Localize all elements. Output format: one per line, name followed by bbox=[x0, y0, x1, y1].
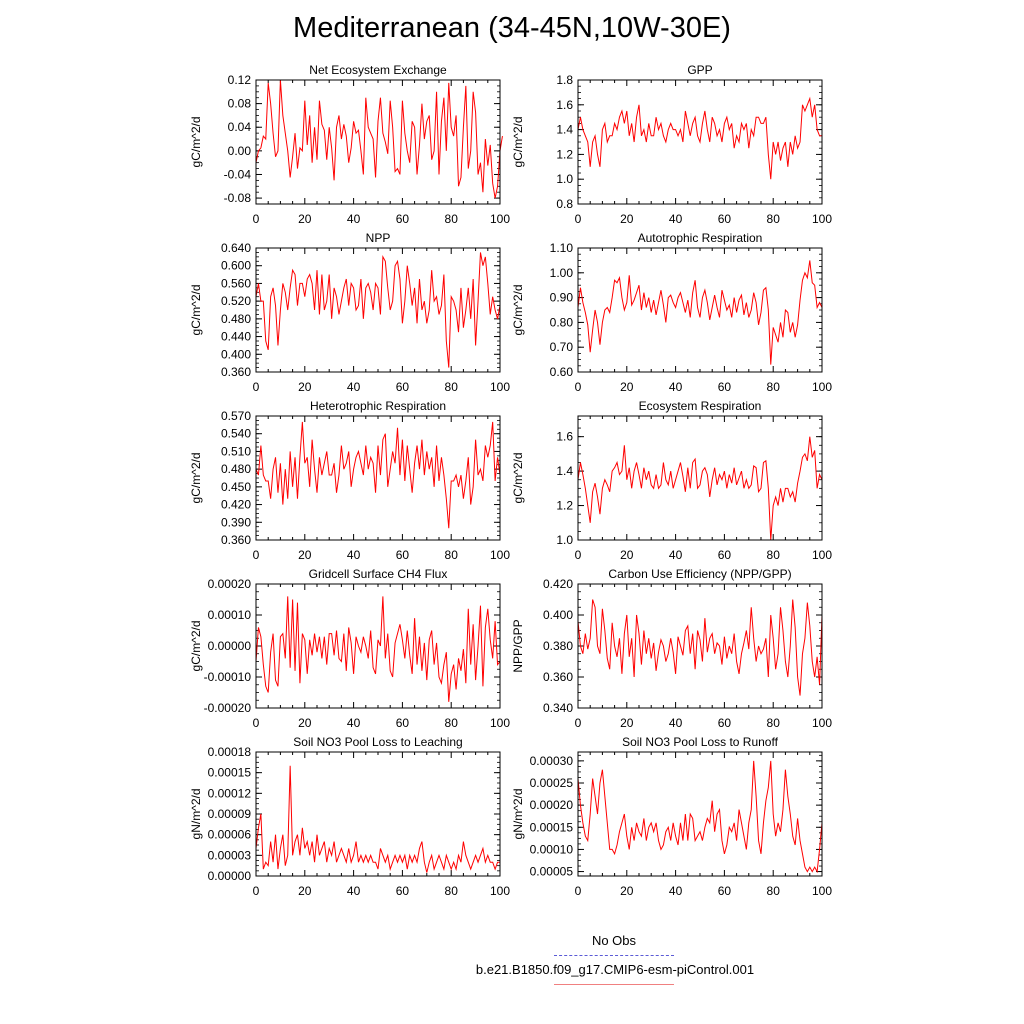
panel-title: NPP bbox=[365, 231, 391, 245]
y-axis-label: gC/m^2/d bbox=[189, 620, 203, 672]
panel-title: Gridcell Surface CH4 Flux bbox=[308, 567, 448, 581]
y-tick-label: 1.00 bbox=[549, 265, 573, 280]
y-tick-label: 0.440 bbox=[220, 329, 251, 344]
panel-soil-no3-pool-loss-to-runoff bbox=[511, 735, 832, 898]
series-line bbox=[578, 761, 822, 872]
x-tick-label: 80 bbox=[766, 884, 780, 898]
x-tick-label: 40 bbox=[346, 548, 361, 562]
x-tick-label: 60 bbox=[395, 548, 410, 562]
y-tick-label: 0.390 bbox=[220, 515, 251, 530]
panel-title: Net Ecosystem Exchange bbox=[309, 63, 447, 77]
y-tick-label: 1.6 bbox=[556, 97, 573, 112]
y-tick-label: 0.00025 bbox=[529, 776, 573, 790]
x-tick-label: 100 bbox=[489, 716, 511, 730]
x-tick-label: 80 bbox=[444, 548, 458, 562]
y-axis-label: gC/m^2/d bbox=[511, 452, 525, 504]
x-tick-label: 100 bbox=[489, 380, 511, 394]
x-tick-label: 20 bbox=[620, 548, 634, 562]
panel-title: Heterotrophic Respiration bbox=[309, 399, 447, 413]
y-tick-label: 1.2 bbox=[556, 147, 573, 162]
y-tick-label: 0.600 bbox=[220, 258, 251, 273]
y-tick-label: -0.00020 bbox=[203, 701, 251, 715]
panel-title: Ecosystem Respiration bbox=[638, 399, 762, 413]
series-line bbox=[256, 80, 502, 198]
y-tick-label: 0.360 bbox=[542, 670, 573, 684]
plot-frame bbox=[256, 416, 500, 540]
x-tick-label: 100 bbox=[811, 212, 833, 226]
y-tick-label: -0.08 bbox=[223, 191, 251, 206]
panel-gpp bbox=[511, 63, 832, 226]
panel-gridcell-surface-ch4-flux bbox=[189, 567, 510, 730]
y-tick-label: 0.00000 bbox=[207, 639, 251, 653]
x-tick-label: 80 bbox=[766, 716, 780, 730]
y-tick-label: 0.570 bbox=[220, 409, 251, 423]
x-tick-label: 100 bbox=[811, 884, 833, 898]
y-tick-label: 1.2 bbox=[556, 498, 573, 513]
y-tick-label: 0.00018 bbox=[207, 745, 251, 759]
y-tick-label: -0.04 bbox=[223, 167, 251, 182]
y-tick-label: 0.420 bbox=[542, 577, 573, 591]
x-tick-label: 20 bbox=[298, 884, 312, 898]
y-axis-label: NPP/GPP bbox=[511, 619, 525, 673]
x-tick-label: 100 bbox=[811, 380, 833, 394]
x-tick-label: 20 bbox=[620, 380, 634, 394]
panel-carbon-use-efficiency-npp-gpp bbox=[511, 567, 832, 730]
x-tick-label: 40 bbox=[346, 212, 361, 226]
x-tick-label: 80 bbox=[766, 380, 780, 394]
x-tick-label: 0 bbox=[574, 380, 582, 394]
figure-title: Mediterranean (34-45N,10W-30E) bbox=[293, 12, 731, 44]
y-tick-label: 0.00006 bbox=[207, 827, 251, 842]
y-tick-label: 0.640 bbox=[220, 241, 251, 255]
x-tick-label: 100 bbox=[489, 884, 511, 898]
x-tick-label: 0 bbox=[574, 716, 582, 730]
y-tick-label: 1.6 bbox=[556, 429, 573, 444]
x-tick-label: 40 bbox=[668, 884, 683, 898]
y-tick-label: -0.00010 bbox=[203, 670, 251, 684]
panel-npp bbox=[189, 231, 510, 394]
y-axis-label: gC/m^2/d bbox=[189, 452, 203, 504]
legend-case-line bbox=[554, 984, 674, 985]
y-tick-label: 0.00000 bbox=[207, 869, 251, 883]
y-tick-label: 1.8 bbox=[556, 73, 573, 87]
y-tick-label: 0.00020 bbox=[529, 798, 573, 813]
y-tick-label: 0.60 bbox=[549, 365, 573, 379]
x-tick-label: 40 bbox=[668, 212, 683, 226]
y-tick-label: 1.0 bbox=[556, 533, 573, 547]
y-tick-label: 0.80 bbox=[549, 315, 573, 330]
y-tick-label: 0.420 bbox=[220, 497, 251, 512]
panel-title: Carbon Use Efficiency (NPP/GPP) bbox=[608, 567, 792, 581]
y-tick-label: 0.510 bbox=[220, 444, 251, 459]
y-tick-label: 0.08 bbox=[227, 96, 251, 111]
y-tick-label: 0.400 bbox=[542, 608, 573, 622]
x-tick-label: 60 bbox=[717, 716, 732, 730]
panel-ecosystem-respiration bbox=[511, 399, 832, 562]
x-tick-label: 0 bbox=[252, 212, 260, 226]
x-tick-label: 80 bbox=[766, 548, 780, 562]
y-tick-label: 1.0 bbox=[556, 172, 573, 187]
plot-frame bbox=[256, 80, 500, 204]
legend-obs-line bbox=[554, 955, 674, 956]
y-tick-label: 0.00010 bbox=[529, 842, 573, 857]
x-tick-label: 60 bbox=[395, 716, 410, 730]
x-tick-label: 20 bbox=[298, 380, 312, 394]
x-tick-label: 20 bbox=[298, 548, 312, 562]
y-tick-label: 0.00003 bbox=[207, 848, 251, 863]
x-tick-label: 100 bbox=[489, 212, 511, 226]
x-tick-label: 60 bbox=[717, 548, 732, 562]
y-tick-label: 0.00009 bbox=[207, 807, 251, 821]
y-tick-label: 0.540 bbox=[220, 426, 251, 441]
y-tick-label: 0.70 bbox=[549, 340, 573, 355]
y-tick-label: 0.90 bbox=[549, 290, 573, 305]
plot-frame bbox=[578, 416, 822, 540]
x-tick-label: 100 bbox=[811, 548, 833, 562]
x-tick-label: 80 bbox=[444, 380, 458, 394]
y-tick-label: 0.8 bbox=[556, 197, 573, 211]
x-tick-label: 0 bbox=[574, 212, 582, 226]
x-tick-label: 40 bbox=[668, 380, 683, 394]
series-line bbox=[256, 766, 500, 873]
plot-frame bbox=[256, 248, 500, 372]
y-tick-label: 0.00012 bbox=[207, 786, 251, 801]
y-tick-label: 0.360 bbox=[220, 533, 251, 547]
y-tick-label: 1.4 bbox=[556, 464, 573, 479]
x-tick-label: 60 bbox=[395, 212, 410, 226]
panel-autotrophic-respiration bbox=[511, 231, 832, 394]
panel-title: Soil NO3 Pool Loss to Runoff bbox=[622, 735, 778, 749]
x-tick-label: 40 bbox=[346, 380, 361, 394]
x-tick-label: 40 bbox=[668, 548, 683, 562]
x-tick-label: 80 bbox=[766, 212, 780, 226]
y-tick-label: 0.560 bbox=[220, 276, 251, 291]
y-axis-label: gN/m^2/d bbox=[511, 788, 525, 840]
y-tick-label: 0.00015 bbox=[529, 820, 573, 835]
x-tick-label: 80 bbox=[444, 212, 458, 226]
series-line bbox=[578, 99, 822, 180]
x-tick-label: 20 bbox=[620, 716, 634, 730]
panel-soil-no3-pool-loss-to-leaching bbox=[189, 735, 510, 898]
x-tick-label: 0 bbox=[252, 884, 260, 898]
x-tick-label: 20 bbox=[298, 212, 312, 226]
x-tick-label: 20 bbox=[298, 716, 312, 730]
y-tick-label: 0.480 bbox=[220, 311, 251, 326]
x-tick-label: 60 bbox=[395, 380, 410, 394]
y-tick-label: 0.00020 bbox=[207, 577, 251, 591]
y-tick-label: 0.00 bbox=[227, 143, 251, 158]
x-tick-label: 40 bbox=[346, 716, 361, 730]
y-tick-label: 0.380 bbox=[542, 639, 573, 653]
y-tick-label: 0.00010 bbox=[207, 608, 251, 622]
legend-case-label: b.e21.B1850.f09_g17.CMIP6-esm-piControl.001 bbox=[475, 962, 755, 977]
y-tick-label: 0.520 bbox=[220, 294, 251, 309]
x-tick-label: 100 bbox=[811, 716, 833, 730]
x-tick-label: 60 bbox=[717, 380, 732, 394]
series-line bbox=[578, 260, 822, 364]
y-tick-label: 0.340 bbox=[542, 701, 573, 715]
y-tick-label: 1.4 bbox=[556, 122, 573, 137]
x-tick-label: 60 bbox=[395, 884, 410, 898]
panel-heterotrophic-respiration bbox=[189, 399, 510, 562]
y-axis-label: gC/m^2/d bbox=[189, 284, 203, 336]
panel-title: Soil NO3 Pool Loss to Leaching bbox=[293, 735, 463, 749]
y-tick-label: 0.360 bbox=[220, 365, 251, 379]
y-tick-label: 0.480 bbox=[220, 462, 251, 477]
x-tick-label: 60 bbox=[717, 884, 732, 898]
y-tick-label: 0.450 bbox=[220, 479, 251, 494]
legend-obs-label: No Obs bbox=[591, 933, 637, 948]
x-tick-label: 80 bbox=[444, 716, 458, 730]
y-axis-label: gC/m^2/d bbox=[511, 116, 525, 168]
x-tick-label: 60 bbox=[717, 212, 732, 226]
y-tick-label: 0.12 bbox=[227, 73, 251, 87]
y-tick-label: 0.400 bbox=[220, 347, 251, 362]
y-axis-label: gC/m^2/d bbox=[189, 116, 203, 168]
x-tick-label: 40 bbox=[346, 884, 361, 898]
y-axis-label: gC/m^2/d bbox=[511, 284, 525, 336]
y-tick-label: 1.10 bbox=[549, 241, 573, 255]
y-tick-label: 0.00030 bbox=[529, 753, 573, 768]
x-tick-label: 100 bbox=[489, 548, 511, 562]
x-tick-label: 20 bbox=[620, 884, 634, 898]
series-line bbox=[578, 600, 822, 696]
series-line bbox=[256, 252, 500, 367]
y-axis-label: gN/m^2/d bbox=[189, 788, 203, 840]
panel-net-ecosystem-exchange bbox=[189, 63, 510, 226]
x-tick-label: 0 bbox=[574, 548, 582, 562]
x-tick-label: 80 bbox=[444, 884, 458, 898]
series-line bbox=[578, 437, 822, 540]
y-tick-label: 0.00005 bbox=[529, 864, 573, 879]
series-line bbox=[256, 596, 500, 701]
x-tick-label: 0 bbox=[252, 380, 260, 394]
x-tick-label: 0 bbox=[574, 884, 582, 898]
x-tick-label: 0 bbox=[252, 548, 260, 562]
y-tick-label: 0.04 bbox=[227, 120, 251, 135]
y-tick-label: 0.00015 bbox=[207, 765, 251, 780]
x-tick-label: 20 bbox=[620, 212, 634, 226]
panel-title: GPP bbox=[687, 63, 713, 77]
plot-frame bbox=[256, 752, 500, 876]
x-tick-label: 0 bbox=[252, 716, 260, 730]
panel-title: Autotrophic Respiration bbox=[637, 231, 763, 245]
series-line bbox=[256, 422, 500, 528]
x-tick-label: 40 bbox=[668, 716, 683, 730]
